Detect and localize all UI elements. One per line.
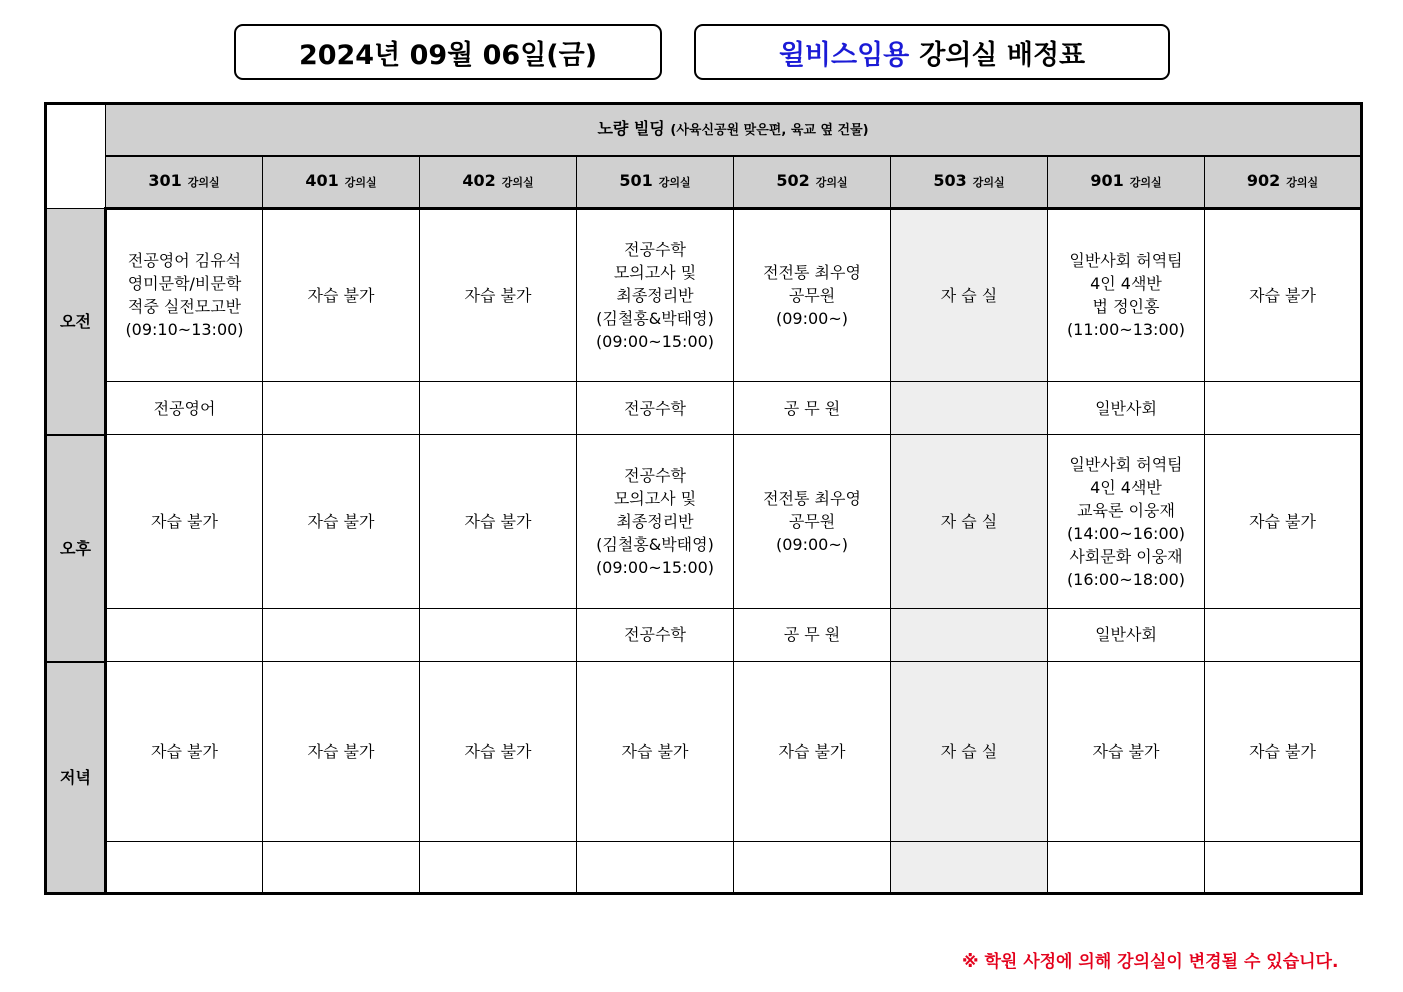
subject-cell-503: [891, 382, 1048, 435]
cell-line: (09:00~): [776, 535, 848, 555]
schedule-cell-502: [734, 208, 891, 381]
subject-cell-401: [263, 382, 420, 435]
schedule-cell-401: [263, 662, 420, 841]
subject-cell-901: [1048, 841, 1205, 893]
room-suffix: 강의실: [972, 176, 1005, 190]
schedule-cell-902: [1205, 662, 1362, 841]
cell-line: (09:00~15:00): [595, 558, 715, 578]
cell-line: 일반사회 허역팀: [1069, 251, 1183, 271]
subject-cell-301: [106, 841, 263, 893]
cell-line: (11:00~13:00): [1066, 320, 1186, 340]
room-suffix: 강의실: [1129, 176, 1162, 190]
corner-cell: [46, 104, 106, 209]
schedule-title-box: [694, 24, 1170, 80]
room-number: 901: [1090, 171, 1124, 191]
period-row: [46, 662, 1362, 841]
room-number: 902: [1246, 171, 1281, 191]
subject-row: [46, 841, 1362, 893]
building-row: [46, 104, 1362, 156]
cell-line: 자 습 실: [940, 512, 998, 532]
cell-line: (16:00~18:00): [1066, 569, 1186, 589]
schedule-cell-901: [1048, 435, 1205, 608]
subject-cell-902: [1205, 841, 1362, 893]
room-number: 502: [776, 171, 810, 191]
schedule-cell-901: [1048, 662, 1205, 841]
subject-cell-401: [263, 608, 420, 661]
schedule-cell-301: [106, 662, 263, 841]
room-suffix: 강의실: [187, 176, 220, 190]
schedule-cell-901: [1048, 208, 1205, 381]
period-row: [46, 208, 1362, 381]
subject-row: [46, 382, 1362, 435]
schedule-cell-501: [577, 435, 734, 608]
schedule-cell-301: [106, 435, 263, 608]
cell-line: 자습 불가: [1092, 741, 1160, 761]
cell-line: 자습 불가: [464, 285, 532, 305]
cell-line: 자습 불가: [1249, 741, 1316, 761]
subject-cell-402: [420, 382, 577, 435]
cell-line: 전전통 최우영: [763, 489, 861, 509]
room-header-902: [1205, 156, 1362, 208]
cell-line: 자 습 실: [940, 285, 998, 305]
subject-row: [46, 608, 1362, 661]
building-note: (사육신공원 맞은편, 육교 옆 건물): [670, 123, 869, 139]
room-header-901: [1048, 156, 1205, 208]
room-suffix: 강의실: [344, 176, 377, 190]
subject-cell-902: [1205, 608, 1362, 661]
period-label: 오전: [46, 208, 106, 435]
cell-line: 자습 불가: [151, 741, 218, 761]
schedule-cell-402: [420, 435, 577, 608]
schedule-cell-902: [1205, 435, 1362, 608]
room-number: 402: [462, 171, 496, 191]
subject-cell-501: [577, 841, 734, 893]
cell-line: (09:00~15:00): [595, 331, 715, 351]
subject-cell-503: [891, 608, 1048, 661]
cell-line: 4인 4색반: [1090, 274, 1162, 294]
cell-line: (09:10~13:00): [125, 320, 244, 340]
schedule-cell-501: [577, 208, 734, 381]
room-header-401: [263, 156, 420, 208]
room-header-301: [106, 156, 263, 208]
subject-cell-402: [420, 841, 577, 893]
schedule-cell-402: [420, 208, 577, 381]
subject-cell-503: [891, 841, 1048, 893]
schedule-cell-401: [263, 208, 420, 381]
cell-line: 자습 불가: [464, 512, 532, 532]
building-name: 노량 빌딩: [597, 119, 665, 139]
room-suffix: 강의실: [658, 176, 691, 190]
cell-line: (김철홍&박태영): [596, 308, 714, 328]
cell-line: 자습 불가: [307, 741, 375, 761]
room-suffix: 강의실: [1286, 176, 1319, 190]
subject-cell-901: 일반사회: [1048, 608, 1205, 661]
subject-cell-402: [420, 608, 577, 661]
subject-cell-502: 공 무 원: [734, 608, 891, 661]
cell-line: 모의고사 및: [613, 489, 697, 509]
room-header-row: [46, 156, 1362, 208]
cell-line: 자습 불가: [1249, 285, 1316, 305]
cell-line: 전공수학: [624, 239, 686, 259]
building-header: [106, 104, 1362, 156]
subject-cell-501: 전공수학: [577, 608, 734, 661]
period-label: 저녁: [46, 662, 106, 894]
cell-line: (김철홍&박태영): [596, 535, 714, 555]
cell-line: 법 정인홍: [1092, 297, 1160, 317]
cell-line: 자습 불가: [1249, 512, 1316, 532]
subject-cell-502: [734, 841, 891, 893]
date-title-box: [234, 24, 662, 80]
brand-name: 윌비스임용: [778, 39, 910, 71]
cell-line: 자습 불가: [464, 741, 532, 761]
cell-line: 자습 불가: [307, 512, 375, 532]
cell-line: 자 습 실: [940, 741, 998, 761]
subject-cell-301: [106, 608, 263, 661]
period-row: [46, 435, 1362, 608]
cell-line: 전전통 최우영: [763, 262, 861, 282]
schedule-cell-502: [734, 435, 891, 608]
subject-cell-901: 일반사회: [1048, 382, 1205, 435]
cell-line: (14:00~16:00): [1066, 523, 1186, 543]
cell-line: 전공영어 김유석: [127, 251, 242, 271]
cell-line: 전공수학: [624, 466, 686, 486]
schedule-cell-301: [106, 208, 263, 381]
room-header-402: [420, 156, 577, 208]
schedule-cell-503: [891, 662, 1048, 841]
cell-line: 최종정리반: [616, 285, 694, 305]
room-suffix: 강의실: [815, 176, 848, 190]
cell-line: 교육론 이웅재: [1077, 500, 1175, 520]
room-number: 301: [148, 171, 182, 191]
schedule-title: 강의실 배정표: [919, 39, 1086, 71]
cell-line: 4인 4색반: [1090, 477, 1162, 497]
room-header-501: [577, 156, 734, 208]
cell-line: 영미문학/비문학: [127, 274, 242, 294]
room-suffix: 강의실: [501, 176, 534, 190]
subject-cell-501: 전공수학: [577, 382, 734, 435]
schedule-cell-401: [263, 435, 420, 608]
cell-line: 일반사회 허역팀: [1069, 454, 1183, 474]
schedule-cell-402: [420, 662, 577, 841]
schedule-cell-503: [891, 435, 1048, 608]
cell-line: 자습 불가: [151, 512, 218, 532]
schedule-cell-902: [1205, 208, 1362, 381]
subject-cell-301: 전공영어: [106, 382, 263, 435]
cell-line: 자습 불가: [307, 285, 375, 305]
schedule-cell-503: [891, 208, 1048, 381]
cell-line: 공무원: [788, 512, 836, 532]
room-header-502: [734, 156, 891, 208]
cell-line: 사회문화 이웅재: [1069, 546, 1183, 566]
cell-line: (09:00~): [776, 308, 848, 328]
subject-cell-401: [263, 841, 420, 893]
room-header-503: [891, 156, 1048, 208]
cell-line: 모의고사 및: [613, 262, 697, 282]
period-label: 오후: [46, 435, 106, 662]
change-notice: ※ 학원 사정에 의해 강의실이 변경될 수 있습니다.: [962, 952, 1339, 972]
date-title: 2024년 09월 06일(금): [298, 39, 598, 71]
room-assignment-table: [44, 102, 1363, 895]
subject-cell-502: 공 무 원: [734, 382, 891, 435]
cell-line: 적중 실전모고반: [127, 297, 242, 317]
schedule-cell-502: [734, 662, 891, 841]
cell-line: 자습 불가: [778, 741, 846, 761]
cell-line: 자습 불가: [621, 741, 689, 761]
subject-cell-902: [1205, 382, 1362, 435]
cell-line: 최종정리반: [616, 512, 694, 532]
room-number: 401: [305, 171, 339, 191]
cell-line: 공무원: [788, 285, 836, 305]
room-number: 501: [619, 171, 653, 191]
room-number: 503: [933, 171, 967, 191]
schedule-cell-501: [577, 662, 734, 841]
